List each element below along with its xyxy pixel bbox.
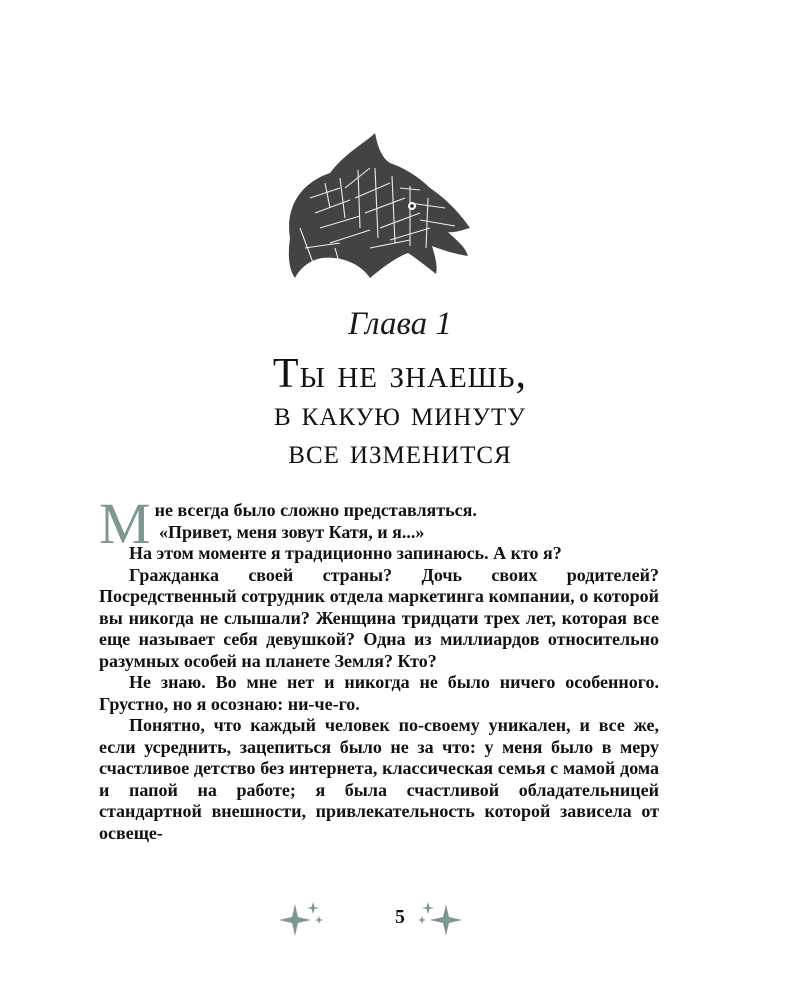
dragon-head-illustration	[270, 128, 480, 298]
opening-line-2: «Привет, меня зовут Катя, и я...»	[159, 521, 425, 542]
paragraph-1: На этом моменте я традиционно запинаюсь. А кто я?	[129, 543, 562, 563]
paragraph-4: Понятно, что каждый человек по-своему уникален, и все же, если усреднить, зацепиться было не за что: у меня было в меру счастливое детство без интернета, классическая семья с мамой дома и папой на работе; я была счастливой обладательницей стандартной внешности, привлекательность которой зависела от освеще-	[99, 715, 659, 843]
chapter-title-line-2: в какую минуту	[274, 393, 526, 433]
sparkle-right-icon	[418, 900, 468, 940]
paragraph-2: Гражданка своей страны? Дочь своих родителей? Посредственный сотрудник отдела маркетинга компании, о которой вы никогда не слышали? Женщина тридцати трех лет, которая все еще называет себя девушкой? Одна из миллиардов относительно разумных особей на планете Земля? Кто?	[99, 564, 659, 671]
page-footer	[0, 900, 800, 940]
chapter-title-line-3: все изменится	[288, 431, 512, 471]
chapter-title-line-1: Ты не знаешь,	[272, 351, 528, 397]
drop-cap: М	[99, 491, 151, 556]
chapter-body	[99, 491, 659, 844]
chapter-label: Глава 1	[348, 306, 452, 342]
opening-line-1: не всегда было сложно представляться.	[154, 500, 477, 520]
paragraph-3: Не знаю. Во мне нет и никогда не было ничего особенного. Грустно, но я осознаю: ни-че-го.	[99, 672, 659, 714]
page-number: 5	[395, 906, 405, 928]
